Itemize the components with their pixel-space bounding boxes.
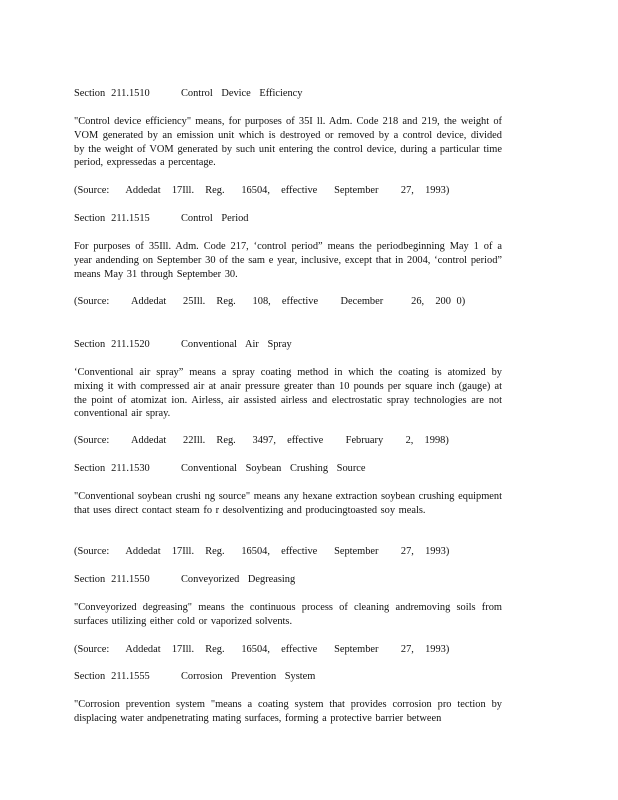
section-body: "Conventional soybean crushi ng source" means any hexane extraction soybean crushing equipment that uses direct contact steam fo r desolventizing and producingtoasted soy meals. xyxy=(74,491,502,516)
section-label: Section xyxy=(74,339,106,350)
section-number: 211.1510 xyxy=(111,88,150,99)
section-number: 211.1520 xyxy=(111,339,150,350)
section-title: Conventional Air Spray xyxy=(181,339,292,350)
section-number: 211.1515 xyxy=(111,213,150,224)
section-heading xyxy=(74,573,502,587)
section-heading xyxy=(74,670,502,684)
section-label: Section xyxy=(74,88,106,99)
section-body: ‘Conventional air spray” means a spray coating method in which the coating is atomized by mixing it with compressed air at anair pressure greater than 10 pounds per square inch (gauge) at the point of atomizat ion. Airless, air assisted airless and electrostatic spray technologies are not conventional air spray. xyxy=(74,367,502,420)
section-heading xyxy=(74,462,502,476)
section-title: Control Device Efficiency xyxy=(181,88,303,99)
section-title: Corrosion Prevention System xyxy=(181,671,316,682)
section-title: Control Period xyxy=(181,213,249,224)
section-number: 211.1530 xyxy=(111,463,150,474)
section-number: 211.1550 xyxy=(111,574,150,585)
source-note: (Source: Addedat 22Ill. Reg. 3497, effective February 2, 1998) xyxy=(74,435,449,446)
section-body: "Corrosion prevention system "means a coating system that provides corrosion pro tection by displacing water andpenetrating mating surfaces, forming a protective barrier between xyxy=(74,699,502,724)
section-body: "Conveyorized degreasing" means the continuous process of cleaning andremoving soils from surfaces utilizing either cold or vaporized solvents. xyxy=(74,602,502,627)
section-label: Section xyxy=(74,463,106,474)
section-heading xyxy=(74,87,502,101)
section-heading xyxy=(74,338,502,352)
section-number: 211.1555 xyxy=(111,671,150,682)
section-heading xyxy=(74,212,502,226)
source-note: (Source: Addedat 17Ill. Reg. 16504, effective September 27, 1993) xyxy=(74,546,450,557)
section-title: Conveyorized Degreasing xyxy=(181,574,296,585)
section-body: "Control device efficiency" means, for purposes of 35I ll. Adm. Code 218 and 219, the weight of VOM generated by an emission unit which is destroyed or removed by a control device, divided by the weight of VOM generated by such unit entering the control device, during a particular time period, expressedas a percentage. xyxy=(74,116,502,169)
section-label: Section xyxy=(74,574,106,585)
section-label: Section xyxy=(74,671,106,682)
source-note: (Source: Addedat 25Ill. Reg. 108, effective December 26, 200 0) xyxy=(74,296,466,307)
source-note: (Source: Addedat 17Ill. Reg. 16504, effective September 27, 1993) xyxy=(74,644,450,655)
section-title: Conventional Soybean Crushing Source xyxy=(181,463,366,474)
section-label: Section xyxy=(74,213,106,224)
source-note: (Source: Addedat 17Ill. Reg. 16504, effective September 27, 1993) xyxy=(74,185,450,196)
section-body: For purposes of 35Ill. Adm. Code 217, ‘control period” means the periodbeginning May 1 of a year andending on September 30 of the sam e year, inclusive, except that in 2004, ‘control period” means May 31 through September 30. xyxy=(74,241,502,280)
